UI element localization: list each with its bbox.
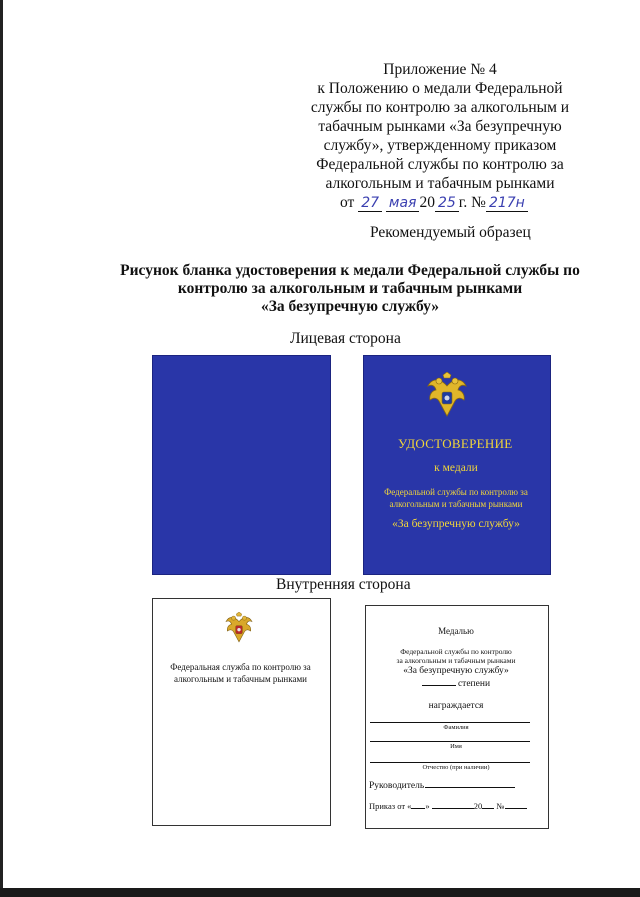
cover-agency-line-1: Федеральной службы по контролю за bbox=[384, 487, 528, 497]
order-year-handwritten: 25 bbox=[435, 195, 459, 212]
order-prefix: от bbox=[340, 194, 355, 211]
order-month-handwritten: мая bbox=[386, 195, 420, 212]
patronymic-line bbox=[370, 762, 530, 763]
surname-line bbox=[370, 722, 530, 723]
order-month-blank bbox=[432, 808, 474, 809]
degree-suffix: степени bbox=[457, 679, 491, 689]
inner-left-line-1: Федеральная служба по контролю за bbox=[170, 662, 311, 672]
inner-right-page bbox=[365, 605, 549, 829]
head-signature-field bbox=[369, 781, 515, 791]
order-year-blank bbox=[482, 808, 494, 809]
cover-medal-name: «За безупречную службу» bbox=[392, 518, 520, 530]
inner-side-label: Внутренняя сторона bbox=[276, 576, 411, 593]
order-year-suffix: г. № bbox=[458, 194, 486, 211]
order-quote-close: » bbox=[425, 801, 430, 811]
order-day-handwritten: 27 bbox=[358, 195, 382, 212]
cover-agency-line-2: алкогольным и табачным рынками bbox=[389, 499, 523, 509]
order-reference bbox=[300, 193, 580, 213]
appendix-line-2: к Положению о медали Федеральной bbox=[317, 80, 563, 97]
cover-heading: УДОСТОВЕРЕНИЕ bbox=[398, 436, 513, 451]
inner-left-line-2: алкогольным и табачным рынками bbox=[174, 674, 307, 684]
scan-edge-bottom bbox=[0, 888, 640, 897]
title-line-2: контролю за алкогольным и табачным рынками bbox=[177, 280, 523, 297]
cover-back-panel bbox=[152, 355, 331, 575]
order-field bbox=[369, 801, 527, 811]
order-label: Приказ от « bbox=[369, 801, 412, 811]
order-year-prefix-inner: 20 bbox=[473, 801, 483, 811]
inner-right-medal-word: Медалью bbox=[438, 626, 474, 636]
cover-agency bbox=[363, 486, 549, 510]
appendix-header bbox=[300, 60, 580, 213]
double-headed-eagle-emblem-icon bbox=[426, 372, 468, 422]
appendix-line-3: службы по контролю за алкогольным и bbox=[310, 99, 570, 116]
inner-right-medal-name: «За безупречную службу» bbox=[403, 666, 509, 676]
appendix-line-4: табачным рынками «За безупречную bbox=[318, 118, 562, 135]
caption-patronymic: Отчество (при наличии) bbox=[422, 764, 490, 771]
order-number-sign: № bbox=[496, 801, 505, 811]
appendix-line-6: Федеральной службы по контролю за bbox=[316, 156, 564, 173]
cover-to-medal: к медали bbox=[434, 462, 478, 474]
order-number-handwritten: 217н bbox=[486, 195, 528, 212]
appendix-line-5: службу», утвержденному приказом bbox=[323, 137, 557, 154]
double-headed-eagle-emblem-icon bbox=[224, 612, 254, 646]
inner-right-agency-line-2: за алкогольным и табачным рынками bbox=[396, 656, 516, 665]
degree-blank bbox=[422, 685, 456, 686]
name-line bbox=[370, 741, 530, 742]
caption-name: Имя bbox=[450, 743, 462, 750]
order-number-blank bbox=[505, 808, 527, 809]
caption-surname: Фамилия bbox=[443, 724, 469, 731]
front-side-label: Лицевая сторона bbox=[290, 330, 401, 347]
inner-right-awarded: награждается bbox=[428, 701, 484, 711]
inner-right-agency bbox=[365, 647, 547, 665]
head-blank bbox=[425, 787, 515, 788]
sample-label: Рекомендуемый образец bbox=[370, 224, 531, 241]
document-title bbox=[100, 262, 600, 316]
order-day-blank bbox=[411, 808, 425, 809]
head-label: Руководитель bbox=[369, 781, 425, 791]
appendix-line-1: Приложение № 4 bbox=[383, 61, 497, 78]
inner-left-agency bbox=[152, 661, 329, 685]
inner-right-agency-line-1: Федеральной службы по контролю bbox=[400, 647, 512, 656]
title-line-3: «За безупречную службу» bbox=[260, 298, 440, 315]
scan-edge-left bbox=[0, 0, 3, 897]
appendix-line-7: алкогольным и табачным рынками bbox=[325, 175, 555, 192]
inner-right-degree bbox=[365, 679, 547, 689]
title-line-1: Рисунок бланка удостоверения к медали Федеральной службы по bbox=[120, 262, 580, 279]
order-year-prefix: 20 bbox=[419, 194, 435, 211]
